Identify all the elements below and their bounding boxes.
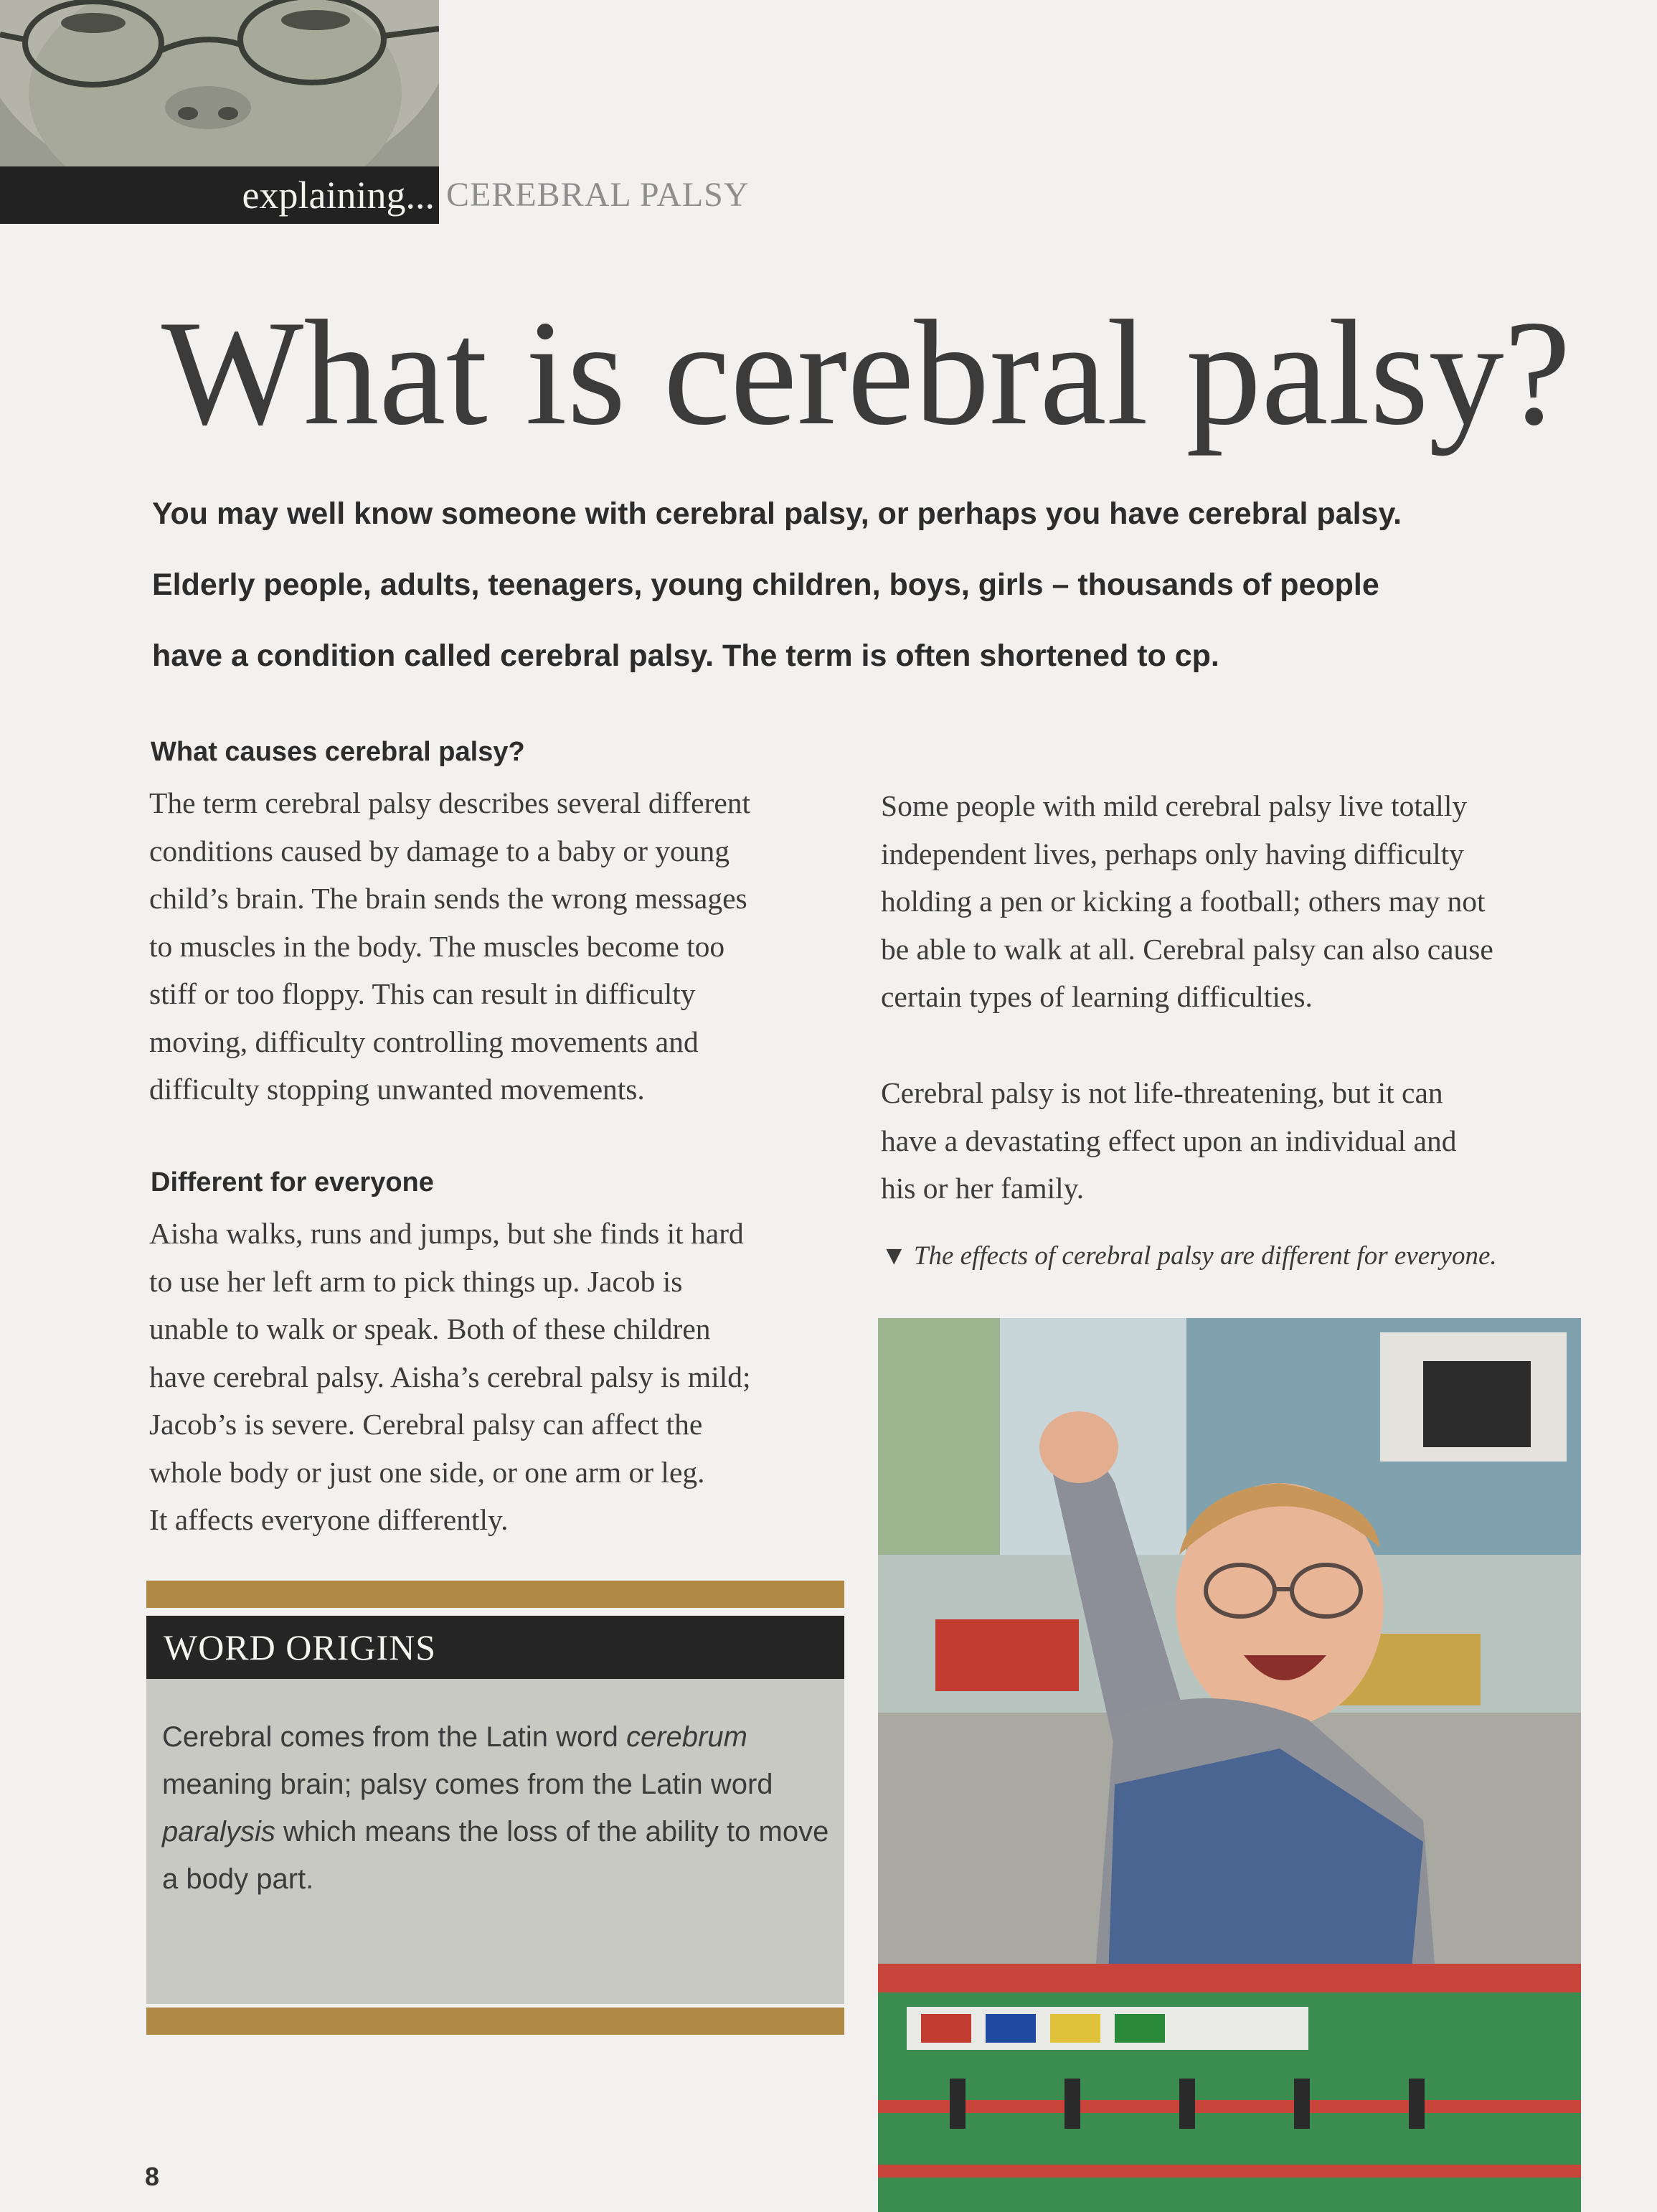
- body-line: to use her left arm to pick things up. Jacob is: [149, 1264, 683, 1298]
- body-line: stiff or too floppy. This can result in difficulty: [149, 977, 696, 1010]
- word-origins-text: [162, 1713, 829, 1903]
- body-line: have a devastating effect upon an individual and: [881, 1124, 1457, 1157]
- body-line: independent lives, perhaps only having difficulty: [881, 837, 1464, 870]
- series-topic: CEREBRAL PALSY: [446, 176, 750, 214]
- word-origins-text-part: meaning brain; palsy comes from the Latin word: [162, 1769, 773, 1800]
- page-number: 8: [145, 2162, 160, 2191]
- body-line: whole body or just one side, or one arm or leg.: [149, 1455, 705, 1489]
- section-body-causes: [149, 779, 867, 1114]
- body-line: Some people with mild cerebral palsy live totally: [881, 789, 1468, 822]
- header-face-illustration: [0, 0, 439, 166]
- word-origins-title: WORD ORIGINS: [146, 1616, 844, 1679]
- body-line: unable to walk or speak. Both of these children: [149, 1312, 711, 1345]
- word-origins-bottom-band: [146, 2008, 844, 2035]
- right-paragraph-1: [881, 782, 1641, 1021]
- body-line: Jacob’s is severe. Cerebral palsy can affect the: [149, 1408, 703, 1441]
- body-line: to muscles in the body. The muscles become too: [149, 929, 725, 963]
- photo-caption: [881, 1238, 1641, 1274]
- body-line: It affects everyone differently.: [149, 1503, 509, 1536]
- header-photo: [0, 0, 439, 166]
- body-line: difficulty stopping unwanted movements.: [149, 1073, 645, 1106]
- body-line: moving, difficulty controlling movements and: [149, 1025, 699, 1058]
- series-kicker: explaining...: [242, 174, 435, 217]
- body-line: Aisha walks, runs and jumps, but she finds it hard: [149, 1217, 744, 1250]
- body-line: have cerebral palsy. Aisha’s cerebral palsy is mild;: [149, 1360, 751, 1393]
- body-line: holding a pen or kicking a football; others may not: [881, 885, 1486, 918]
- boy-foosball-photo: [878, 1318, 1581, 2212]
- body-line: Cerebral palsy is not life-threatening, but it can: [881, 1076, 1443, 1109]
- caption-triangle-icon: ▼: [881, 1241, 907, 1271]
- word-origins-text-part: Cerebral comes from the Latin word: [162, 1721, 626, 1753]
- word-origins-text-part: which means the loss of the ability to move a body part.: [162, 1816, 829, 1895]
- body-line: child’s brain. The brain sends the wrong messages: [149, 882, 747, 915]
- body-line: The term cerebral palsy describes several different: [149, 786, 751, 819]
- body-line: his or her family.: [881, 1172, 1085, 1205]
- body-line: certain types of learning difficulties.: [881, 980, 1313, 1013]
- page-title: What is cerebral palsy?: [161, 290, 1571, 456]
- section-body-different: [149, 1210, 867, 1544]
- right-paragraph-2: [881, 1069, 1641, 1213]
- word-origins-top-band: [146, 1581, 844, 1608]
- photo-illustration: [878, 1318, 1581, 2212]
- body-line: conditions caused by damage to a baby or young: [149, 834, 730, 867]
- caption-text: The effects of cerebral palsy are different for everyone.: [913, 1241, 1497, 1271]
- intro-line-2: Elderly people, adults, teenagers, young children, boys, girls – thousands of people: [152, 568, 1379, 602]
- intro-line-3: have a condition called cerebral palsy. The term is often shortened to cp.: [152, 639, 1219, 673]
- word-origins-term-paralysis: paralysis: [162, 1816, 275, 1848]
- word-origins-term-cerebrum: cerebrum: [625, 1721, 747, 1753]
- intro-line-1: You may well know someone with cerebral palsy, or perhaps you have cerebral palsy.: [152, 496, 1402, 531]
- section-heading-different: Different for everyone: [151, 1167, 434, 1197]
- section-heading-causes: What causes cerebral palsy?: [151, 737, 525, 767]
- body-line: be able to walk at all. Cerebral palsy can also cause: [881, 932, 1493, 966]
